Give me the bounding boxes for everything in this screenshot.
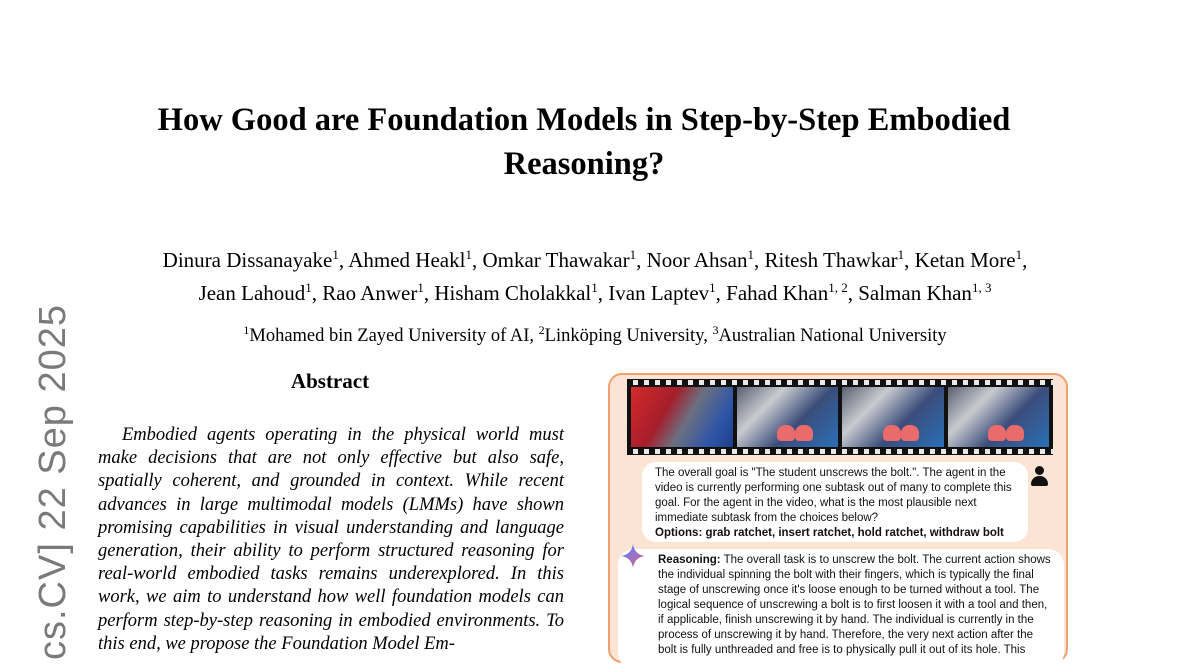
- affiliation-list: $^1$Mohamed bin Zayed University of AI, $^2$Linköping University, $^3$Australian National University: [243, 323, 947, 347]
- author-name: Hisham Cholakkal$^1$: [434, 280, 598, 305]
- reasoning-text: The overall task is to unscrew the bolt. The current action shows the individual spinning the bolt with their fingers, which is typically the final stage of unscrewing once it's loose enough to be turned without a tool. The logical sequence of unscrewing a bolt is to first loosen it with a tool and then, if applicable, finish unscrewing it by hand. The individual is currently in the process of unscrewing it by hand. Therefore, the very next action after the bolt is fully unthreaded and free is to physically pull it out of its hole. This: [658, 554, 1051, 656]
- author-name: Ritesh Thawkar$^1$: [764, 247, 905, 272]
- author-affiliation-mark: 1: [1015, 247, 1023, 262]
- video-filmstrip: [627, 379, 1053, 455]
- reasoning-label: Reasoning:: [658, 554, 721, 566]
- arxiv-side-stamp: [20, 304, 80, 660]
- gemini-sparkle-icon: [620, 543, 646, 569]
- author-name: Rao Anwer$^1$: [322, 280, 424, 305]
- abstract-text: Embodied agents operating in the physical world must make decisions that are not only effective but also safe, spatially coherent, and grounded in context. While recent advances in large multimodal models (LMMs) have shown promising capabilities in visual understanding and language generation, their ability to perform structured reasoning for real-world embodied tasks remains underexplored. In this work, we aim to understand how well foundation models can perform step-by-step reasoning in embodied environments. To this end, we propose the Foundation Model Em-: [98, 425, 564, 654]
- author-name: Jean Lahoud$^1$: [198, 280, 312, 305]
- author-affiliation-mark: 1: [709, 280, 716, 295]
- affiliation: $^1$Mohamed bin Zayed University of AI: [243, 323, 530, 347]
- affiliation: $^2$Linköping University: [538, 323, 704, 347]
- author-name: Ivan Laptev$^1$: [608, 280, 716, 305]
- author-affiliation-mark: 1: [629, 247, 637, 262]
- video-frame: [737, 387, 839, 447]
- author-affiliation-mark: 1, 2: [828, 280, 848, 295]
- author-name: Salman Khan$^{1, 3}$: [858, 280, 992, 305]
- author-affiliation-mark: 1: [591, 280, 598, 295]
- author-affiliation-mark: 1: [465, 247, 472, 262]
- author-affiliation-mark: 1: [417, 280, 424, 295]
- author-name: Noor Ahsan$^1$: [646, 247, 754, 272]
- author-affiliation-mark: 1: [332, 247, 339, 262]
- video-frame: [631, 387, 733, 447]
- options-text: grab ratchet, insert ratchet, hold ratchet, withdraw bolt: [705, 527, 1004, 539]
- affiliation: $^3$Australian National University: [712, 323, 947, 347]
- video-frame: [842, 387, 944, 447]
- author-name: Ahmed Heakl$^1$: [348, 247, 472, 272]
- teaser-figure: [608, 373, 1068, 663]
- reasoning-bubble: [618, 549, 1064, 669]
- author-affiliation-mark: 1, 3: [971, 280, 992, 295]
- author-name: Omkar Thawakar$^1$: [482, 247, 637, 272]
- question-bubble: [642, 462, 1028, 542]
- arxiv-stamp-text: cs.CV] 22 Sep 2025: [32, 304, 74, 660]
- author-affiliation-mark: 1: [305, 280, 312, 295]
- author-name: Ketan More$^1$: [914, 247, 1023, 272]
- author-affiliation-mark: 1: [897, 247, 905, 262]
- author-list: Dinura Dissanayake$^1$, Ahmed Heakl$^1$, Omkar Thawakar$^1$, Noor Ahsan$^1$, Ritesh Thawkar$^1$, Ketan More$^1$, Jean Lahoud$^1$, Rao Anwer$^1$, Hisham Cholakkal$^1$, Ivan Laptev$^1$, Fahad Khan$^{1, 2}$, Salman Khan$^{1, 3}$: [162, 247, 1028, 305]
- question-text: The overall goal is "The student unscrews the bolt.". The agent in the video is currently performing one subtask out of many to complete this goal. For the agent in the video, what is the most plausible next immediate subtask from the choices below?: [655, 467, 1012, 524]
- paper-title: How Good are Foundation Models in Step-by-Step Embodied Reasoning?: [157, 102, 1011, 182]
- author-affiliation-mark: 1: [747, 247, 754, 262]
- author-name: Fahad Khan$^{1, 2}$: [726, 280, 848, 305]
- abstract-heading: Abstract: [290, 369, 370, 393]
- options-label: Options:: [655, 527, 703, 539]
- author-name: Dinura Dissanayake$^1$: [162, 247, 339, 272]
- user-icon: [1030, 466, 1048, 486]
- video-frame: [948, 387, 1050, 447]
